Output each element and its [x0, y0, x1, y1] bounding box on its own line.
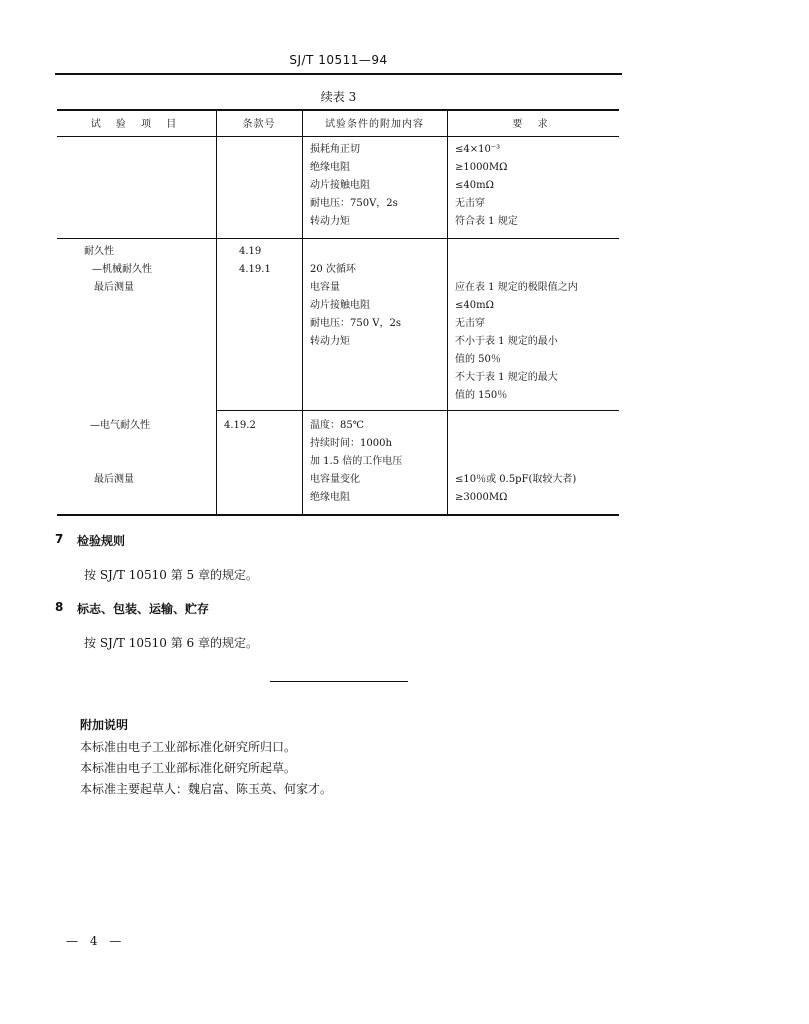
requirement-cell: ≥1000MΩ: [455, 162, 508, 173]
table-caption: 续表 3: [320, 90, 357, 104]
condition-cell: 绝缘电阻: [310, 492, 350, 503]
item-cell: 最后测量: [94, 282, 134, 293]
condition-cell: 损耗角正切: [310, 144, 360, 155]
table-group-divider: [57, 238, 619, 239]
condition-cell: 转动力矩: [310, 336, 350, 347]
section-text: 按 SJ/T 10510 第 6 章的规定。: [84, 636, 258, 650]
section-title: 标志、包装、运输、贮存: [77, 602, 210, 616]
item-cell: —机械耐久性: [92, 264, 152, 275]
requirement-cell: ≤10％或 0.5pF(取较大者): [455, 474, 577, 485]
clause-cell: 4.19: [239, 246, 262, 257]
column-header-requirements: 要 求: [512, 119, 554, 130]
requirement-cell: 无击穿: [455, 198, 485, 209]
column-divider-1: [216, 110, 217, 514]
clause-cell: 4.19.2: [224, 420, 256, 431]
column-divider-3: [447, 110, 448, 514]
item-cell: 最后测量: [94, 474, 134, 485]
notes-title: 附加说明: [80, 718, 129, 732]
clause-cell: 4.19.1: [239, 264, 271, 275]
requirement-cell: ≥3000MΩ: [455, 492, 508, 503]
column-header-clause: 条款号: [242, 119, 276, 130]
column-header-conditions: 试验条件的附加内容: [325, 119, 424, 130]
table-bottom-rule: [57, 514, 619, 516]
condition-cell: 温度：85℃: [310, 420, 364, 431]
section-number: 7: [55, 532, 64, 546]
requirement-cell: 不小于表 1 规定的最小: [455, 336, 558, 347]
condition-cell: 动片接触电阻: [310, 300, 370, 311]
requirement-cell: ≤4×10⁻³: [455, 144, 501, 155]
column-header-item: 试 验 项 目: [90, 119, 183, 130]
condition-cell: 转动力矩: [310, 216, 350, 227]
item-cell: 耐久性: [84, 246, 114, 257]
requirement-cell: 不大于表 1 规定的最大: [455, 372, 558, 383]
condition-cell: 动片接触电阻: [310, 180, 370, 191]
section-number: 8: [55, 600, 64, 614]
requirement-cell: 符合表 1 规定: [455, 216, 518, 227]
condition-cell: 20 次循环: [310, 264, 356, 275]
condition-cell: 耐电压：750 V，2s: [310, 318, 401, 329]
requirement-cell: 值的 50％: [455, 354, 501, 365]
end-rule: [270, 681, 408, 682]
requirement-cell: ≤40mΩ: [455, 300, 494, 311]
table-header-rule: [57, 136, 619, 137]
notes-line: 本标准由电子工业部标准化研究所归口。: [80, 740, 297, 754]
requirement-cell: ≤40mΩ: [455, 180, 494, 191]
item-cell: —电气耐久性: [90, 420, 150, 431]
requirement-cell: 值的 150％: [455, 390, 508, 401]
requirement-cell: 无击穿: [455, 318, 485, 329]
page-number: — 4 —: [66, 934, 126, 948]
table-subgroup-divider: [216, 410, 619, 411]
section-title: 检验规则: [77, 534, 126, 548]
standard-code: SJ/T 10511—94: [289, 53, 388, 67]
header-rule: [55, 73, 622, 75]
condition-cell: 电容量变化: [310, 474, 360, 485]
notes-line: 本标准由电子工业部标准化研究所起草。: [80, 761, 297, 775]
condition-cell: 加 1.5 倍的工作电压: [310, 456, 403, 467]
condition-cell: 绝缘电阻: [310, 162, 350, 173]
notes-line: 本标准主要起草人：魏启富、陈玉英、何家才。: [80, 782, 333, 796]
section-text: 按 SJ/T 10510 第 5 章的规定。: [84, 568, 258, 582]
requirement-cell: 应在表 1 规定的极限值之内: [455, 282, 578, 293]
condition-cell: 电容量: [310, 282, 340, 293]
condition-cell: 耐电压：750V，2s: [310, 198, 398, 209]
condition-cell: 持续时间：1000h: [310, 438, 392, 449]
column-divider-2: [302, 110, 303, 514]
table-top-rule: [57, 109, 619, 111]
